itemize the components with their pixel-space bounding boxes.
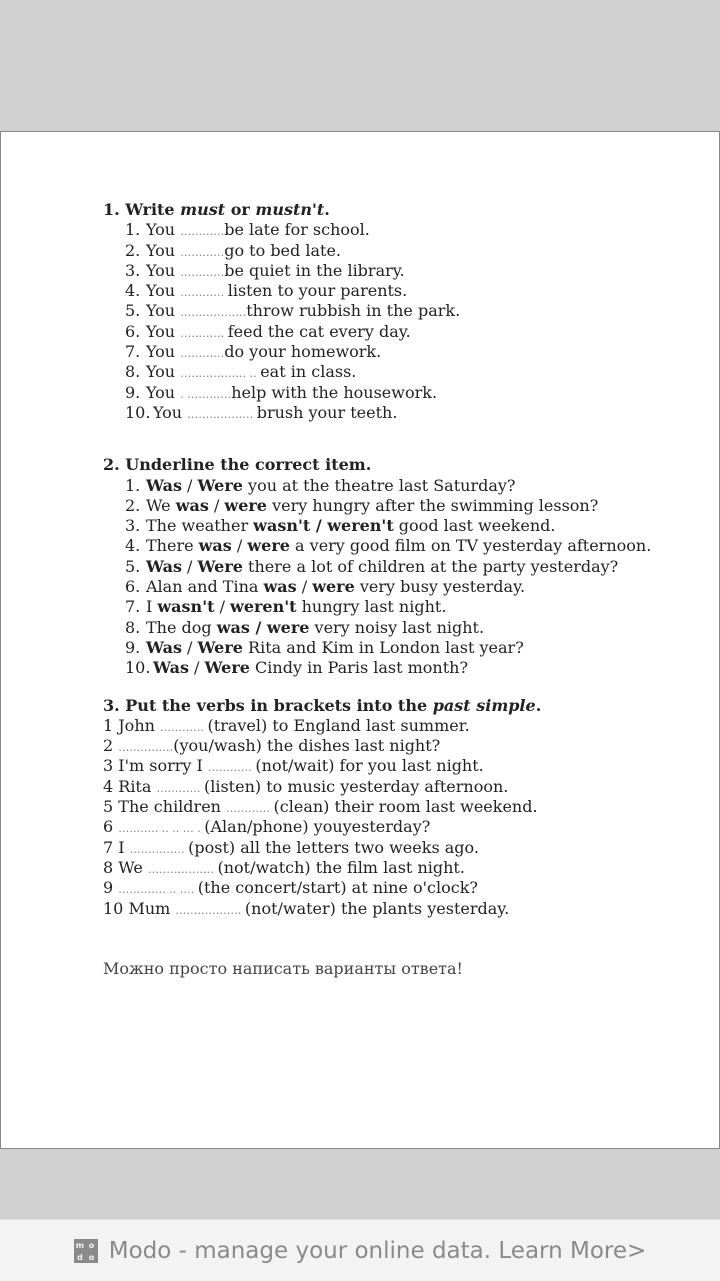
list-item: 9. Was / Were Rita and Kim in London last year? (125, 637, 524, 657)
list-item: 1. You …………be late for school. (125, 220, 370, 240)
list-item: 9. You . …………help with the housework. (125, 382, 438, 402)
list-item: 6. You ………… feed the cat every day. (125, 321, 411, 341)
modo-banner[interactable] (0, 1219, 720, 1281)
list-item: 3. The weather wasn't / weren't good last weekend. (125, 516, 556, 536)
exercise-1-title: 1. Write must or mustn't. (103, 200, 330, 219)
list-item: 2. You …………go to bed late. (125, 240, 341, 260)
list-item: 1 John ………… (travel) to England last summer. (103, 715, 470, 735)
document-page (0, 131, 720, 1149)
exercise-1-list (103, 220, 703, 423)
list-item: 8 We ……………… (not/watch) the film last night. (103, 857, 465, 877)
list-item: 8. The dog was / were very noisy last night. (125, 617, 485, 637)
list-item: 7. I wasn't / weren't hungry last night. (125, 597, 447, 617)
modo-logo-icon: m o d o (74, 1239, 98, 1263)
list-item: 8. You ……………… .. eat in class. (125, 362, 357, 382)
list-item: 7. You …………do your homework. (125, 342, 382, 362)
list-item: 9 …………. .. …. (the concert/start) at nine o'clock? (103, 878, 478, 898)
list-item: 2 ……………(you/wash) the dishes last night? (103, 736, 441, 756)
list-item: 2. We was / were very hungry after the swimming lesson? (125, 495, 599, 515)
list-item: 10 Mum ……………… (not/water) the plants yesterday. (103, 898, 510, 918)
list-item: 10. You ……………… brush your teeth. (125, 402, 398, 422)
list-item: 3 I'm sorry I ………… (not/wait) for you last night. (103, 756, 484, 776)
list-item: 4. There was / were a very good film on TV yesterday afternoon. (125, 536, 652, 556)
answer-note: Можно просто написать варианты ответа! (103, 958, 463, 978)
exercise-2-title: 2. Underline the correct item. (103, 455, 372, 475)
list-item: 1. Was / Were you at the theatre last Saturday? (125, 475, 516, 495)
list-item: 6. Alan and Tina was / were very busy yesterday. (125, 577, 526, 597)
list-item: 7 I …………… (post) all the letters two weeks ago. (103, 837, 479, 857)
list-item: 4 Rita ………… (listen) to music yesterday afternoon. (103, 776, 509, 796)
worksheet-content (103, 200, 703, 979)
list-item: 10. Was / Were Cindy in Paris last month? (125, 658, 469, 678)
list-item: 6 ……….. .. .. … . (Alan/phone) youyesterday? (103, 817, 431, 837)
exercise-3-title: 3. Put the verbs in brackets into the past simple. (103, 695, 542, 715)
list-item: 3. You …………be quiet in the library. (125, 260, 405, 280)
list-item: 5. Was / Were there a lot of children at the party yesterday? (125, 556, 619, 576)
list-item: 5 The children ………… (clean) their room last weekend. (103, 797, 538, 817)
banner-text[interactable]: Modo - manage your online data. Learn More> (108, 1237, 647, 1264)
list-item: 5. You ………………throw rubbish in the park. (125, 301, 461, 321)
exercise-3-list (103, 716, 703, 919)
list-item: 4. You ………… listen to your parents. (125, 281, 408, 301)
exercise-2-list (103, 476, 703, 679)
